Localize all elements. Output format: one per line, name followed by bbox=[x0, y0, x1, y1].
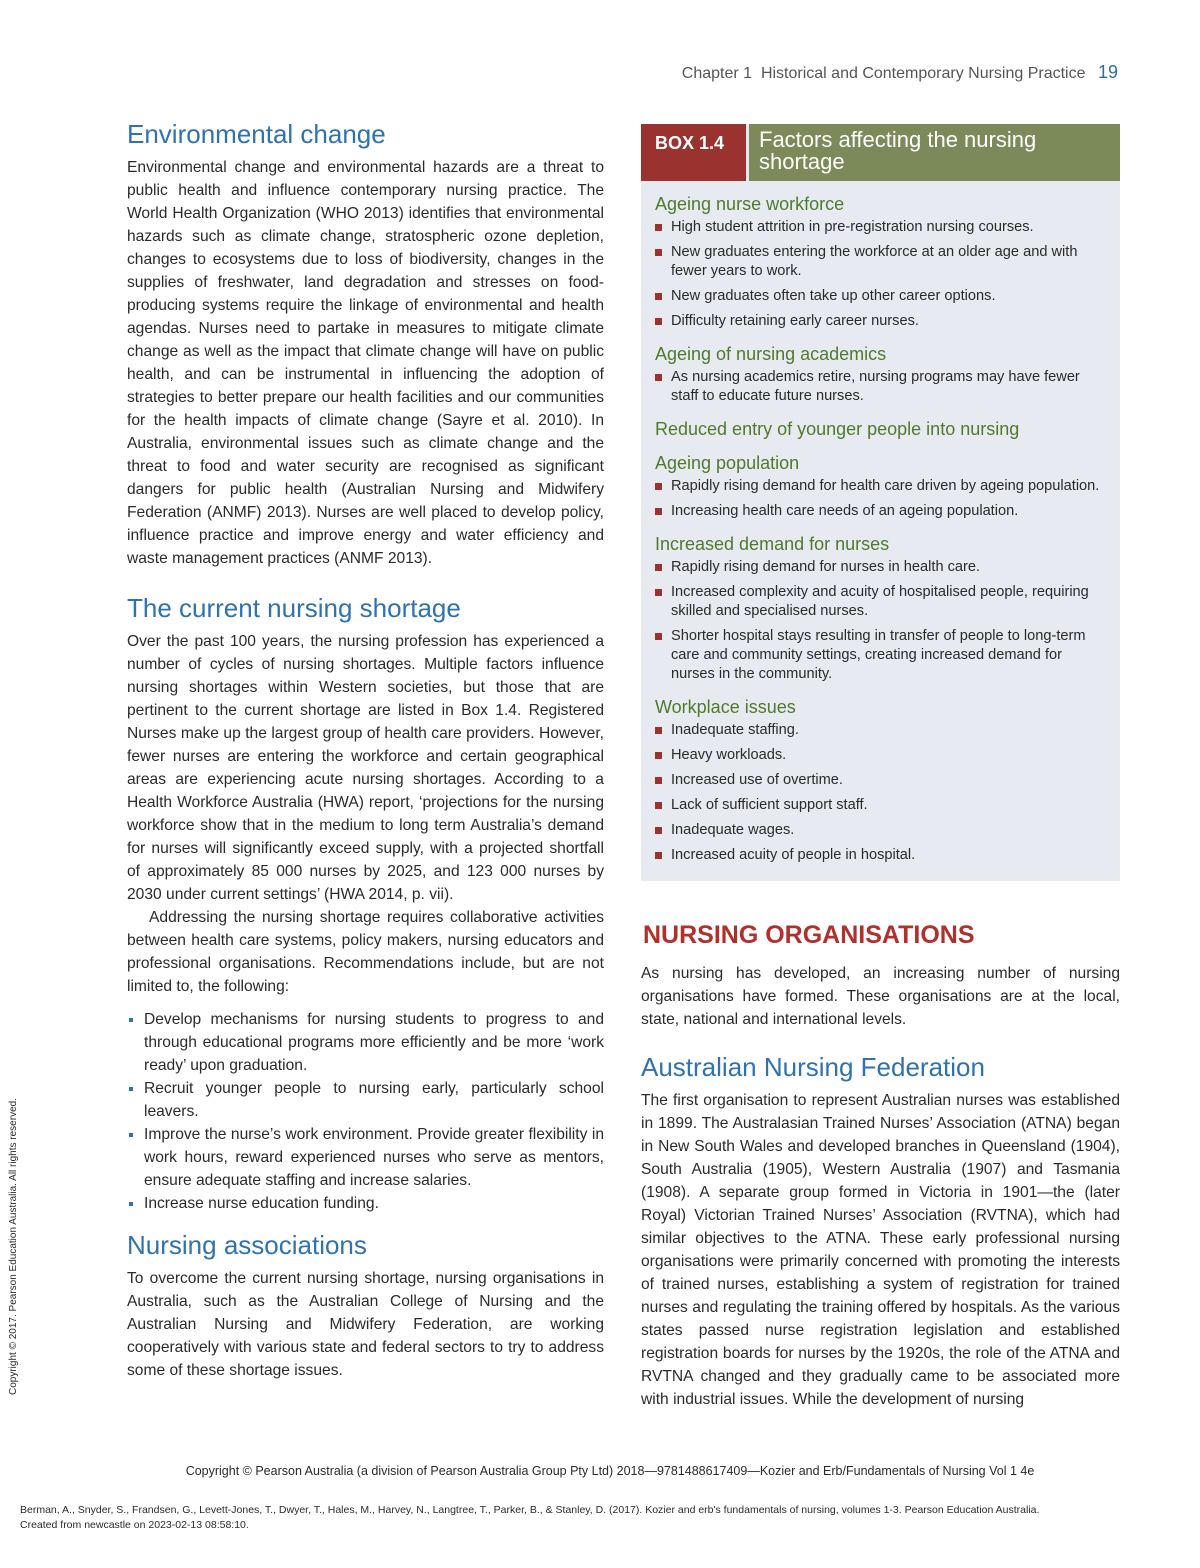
list-item: Recruit younger people to nursing early, particularly school leavers. bbox=[144, 1077, 604, 1123]
box-list-item: Rapidly rising demand for health care driven by ageing population. bbox=[671, 477, 1108, 496]
box-list-item: Inadequate wages. bbox=[671, 821, 1108, 840]
list-item: Increase nurse education funding. bbox=[144, 1192, 604, 1215]
box-list bbox=[641, 721, 1120, 865]
list-item: Improve the nurse’s work environment. Provide greater flexibility in work hours, reward experienced nurses who serve as mentors, ensure adequate staffing and increase salaries. bbox=[144, 1123, 604, 1192]
box-list bbox=[641, 558, 1120, 684]
box-list bbox=[641, 218, 1120, 331]
running-header bbox=[682, 62, 1118, 83]
box-list-item: New graduates often take up other career options. bbox=[671, 287, 1108, 306]
list-item: Develop mechanisms for nursing students to progress to and through educational programs more efficiently and be more ‘work ready’ upon graduation. bbox=[144, 1008, 604, 1077]
box-list-item: New graduates entering the workforce at an older age and with fewer years to work. bbox=[671, 243, 1108, 281]
box-list-item: Increased complexity and acuity of hospitalised people, requiring skilled and specialised nurses. bbox=[671, 583, 1108, 621]
box-subheading: Workplace issues bbox=[655, 697, 796, 717]
box-subheading: Reduced entry of younger people into nursing bbox=[655, 419, 1020, 439]
box-list-item: Heavy workloads. bbox=[671, 746, 1108, 765]
box-list-item: High student attrition in pre-registration nursing courses. bbox=[671, 218, 1108, 237]
page-number: 19 bbox=[1097, 62, 1118, 82]
box-subheading: Ageing population bbox=[655, 453, 800, 473]
footer-citation bbox=[20, 1503, 1039, 1533]
box-subheading: Increased demand for nurses bbox=[655, 534, 890, 554]
citation-text: Berman, A., Snyder, S., Frandsen, G., Levett-Jones, T., Dwyer, T., Hales, M., Harvey, N., Langtree, T., Parker, B., & Stanley, D. (2017). Kozier and erb's fundamentals of nursing, volumes 1-3. Pearson Education Australia. bbox=[20, 1504, 1040, 1516]
box-list bbox=[641, 368, 1120, 406]
box-list-item: Shorter hospital stays resulting in transfer of people to long-term care and community settings, creating increased demand for nurses in the community. bbox=[671, 627, 1108, 684]
box-1-4 bbox=[641, 124, 1120, 881]
major-heading: NURSING ORGANISATIONS bbox=[643, 921, 975, 949]
section-heading: The current nursing shortage bbox=[127, 593, 461, 623]
box-list-item: Rapidly rising demand for nurses in health care. bbox=[671, 558, 1108, 577]
section-heading: Australian Nursing Federation bbox=[641, 1052, 985, 1082]
left-column bbox=[127, 118, 604, 1382]
footer-copyright: Copyright © Pearson Australia (a division of Pearson Australia Group Pty Ltd) 2018—9781488617409—Kozier and Erb/Fundamentals of Nursing Vol 1 4e bbox=[185, 1464, 1035, 1478]
box-subheading: Ageing of nursing academics bbox=[655, 344, 887, 364]
box-list-item: Increasing health care needs of an ageing population. bbox=[671, 502, 1108, 521]
box-list-item: Difficulty retaining early career nurses. bbox=[671, 312, 1108, 331]
created-text: Created from newcastle on 2023-02-13 08:58:10. bbox=[20, 1519, 249, 1531]
chapter-label: Chapter 1 bbox=[681, 65, 753, 82]
box-subheading: Ageing nurse workforce bbox=[655, 194, 845, 214]
paragraph: As nursing has developed, an increasing number of nursing organisations have formed. These organisations are at the local, state, national and international levels. bbox=[641, 965, 1120, 1028]
box-list-item: Increased acuity of people in hospital. bbox=[671, 846, 1108, 865]
box-list-item: Increased use of overtime. bbox=[671, 771, 1108, 790]
recommendations-list bbox=[127, 1008, 604, 1215]
section-heading: Environmental change bbox=[127, 119, 386, 149]
box-list-item: As nursing academics retire, nursing programs may have fewer staff to educate future nurses. bbox=[671, 368, 1108, 406]
paragraph: To overcome the current nursing shortage, nursing organisations in Australia, such as the Australian College of Nursing and the Australian Nursing and Midwifery Federation, are working cooperatively with various state and federal sectors to try to address some of these shortage issues. bbox=[127, 1270, 604, 1379]
box-title: Factors affecting the nursing shortage bbox=[749, 124, 1120, 181]
paragraph: The first organisation to represent Australian nurses was established in 1899. The Australasian Trained Nurses’ Association (ATNA) began in New South Wales and developed branches in Queensland (1904), South Australia (1905), Western Australia (1907) and Tasmania (1908). A separate group formed in Victoria in 1901—the (later Royal) Victorian Trained Nurses’ Association (RVTNA), which had similar objectives to the ATNA. These early professional nursing organisations were primarily concerned with promoting the interests of trained nurses, establishing a system of registration for trained nurses and regulating the training offered by hospitals. As the various states passed nurse registration legislation and established registration boards for nurses by the 1920s, the role of the ATNA and RVTNA changed and they gradually came to be associated more with industrial issues. While the development of nursing bbox=[641, 1092, 1120, 1408]
paragraph: Environmental change and environmental hazards are a threat to public health and influence contemporary nursing practice. The World Health Organization (WHO 2013) identifies that environmental hazards such as climate change, stratospheric ozone depletion, changes to ecosystems due to loss of biodiversity, changes in the supplies of freshwater, land degradation and stresses on food-producing systems require the linkage of environmental and health agendas. Nurses need to partake in measures to mitigate climate change as well as the impact that climate change will have on public health, and can be instrumental in influencing the adoption of strategies to better prepare our health facilities and our communities for the health impacts of climate change (Sayre et al. 2010). In Australia, environmental issues such as climate change and the threat to food and water security are recognised as significant dangers for public health (Australian Nursing and Midwifery Federation (ANMF) 2013). Nurses are well placed to develop policy, influence practice and improve energy and water efficiency and waste management practices (ANMF 2013). bbox=[127, 159, 604, 567]
box-list bbox=[641, 477, 1120, 521]
chapter-title: Historical and Contemporary Nursing Practice bbox=[760, 65, 1086, 82]
box-list-item: Inadequate staffing. bbox=[671, 721, 1108, 740]
side-copyright: Copyright © 2017. Pearson Education Australia. All rights reserved. bbox=[8, 1098, 19, 1395]
box-label: BOX 1.4 bbox=[641, 124, 746, 181]
paragraph: Over the past 100 years, the nursing profession has experienced a number of cycles of nursing shortages. Multiple factors influence nursing shortages within Western societies, but those that are pertinent to the current shortage are listed in Box 1.4. Registered Nurses make up the largest group of health care providers. However, fewer nurses are entering the workforce and certain geographical areas are experiencing acute nursing shortages. According to a Health Workforce Australia (HWA) report, ‘projections for the nursing workforce show that in the medium to long term Australia’s demand for nurses will significantly exceed supply, with a projected shortfall of approximately 85 000 nurses by 2025, and 123 000 nurses by 2030 under current settings’ (HWA 2014, p. vii). bbox=[127, 633, 604, 903]
box-list-item: Lack of sufficient support staff. bbox=[671, 796, 1108, 815]
paragraph: Addressing the nursing shortage requires collaborative activities between health care systems, policy makers, nursing educators and professional organisations. Recommendations include, but are not limited to, the following: bbox=[127, 909, 604, 995]
section-heading: Nursing associations bbox=[127, 1230, 367, 1260]
right-column bbox=[641, 124, 1120, 1411]
